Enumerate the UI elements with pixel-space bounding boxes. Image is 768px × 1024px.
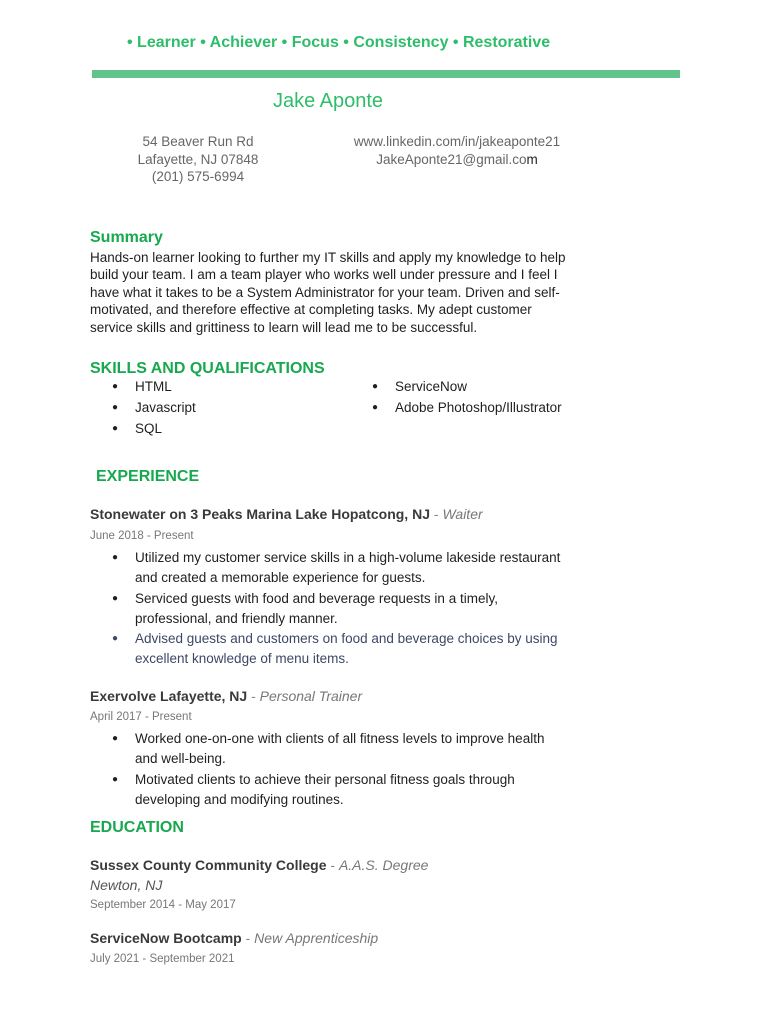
skill-item: ● SQL [90,419,196,440]
summary-heading: Summary [90,229,163,246]
job-company: Stonewater on 3 Peaks Marina Lake Hopatcong, NJ [90,506,430,522]
job-title: Waiter [442,506,483,522]
contact-address-block [108,133,288,186]
school-heading [90,857,428,873]
strengths-tagline: • Learner • Achiever • Focus • Consistency • Restorative [127,34,551,51]
job-separator: - [430,506,443,522]
skill-item: ● Javascript [90,398,196,419]
job-bullet: ● Motivated clients to achieve their personal fitness goals through developing and modifying routines. [90,770,570,810]
job-bullet: ● Worked one-on-one with clients of all fitness levels to improve health and well-being. [90,729,570,769]
job-bullet: ● Advised guests and customers on food and beverage choices by using excellent knowledge of menu items. [90,629,570,669]
school-separator: - [326,857,339,873]
experience-heading: EXPERIENCE [96,468,200,485]
email-link[interactable] [332,151,582,169]
school-heading [90,930,378,946]
job-separator: - [247,688,260,704]
school-name: ServiceNow Bootcamp [90,930,242,946]
job-heading [90,506,483,522]
school-location: Newton, NJ [90,877,163,893]
address-line-1: 54 Beaver Run Rd [142,134,254,149]
degree-title: New Apprenticeship [254,930,379,946]
job-bullet: ● Utilized my customer service skills in a high-volume lakeside restaurant and created a memorable experience for guests. [90,548,570,588]
school-name: Sussex County Community College [90,857,327,873]
school-separator: - [241,930,255,946]
skill-item: ● HTML [90,377,196,398]
email-text-tail: m [526,151,538,167]
job-bullets [90,729,570,810]
school-dates: July 2021 - September 2021 [90,953,235,965]
summary-text: Hands-on learner looking to further my IT skills and apply my knowledge to help build your team. I am a team player who works well under pressure and I feel I have what it takes to be a System Administrator for your team. Driven and self-motivated, and therefore effective at completing tasks. My adept customer service skills and grittiness to learn will lead me to be successful. [90,250,566,335]
job-bullet: ● Serviced guests with food and beverage requests in a timely, professional, and friendly manner. [90,589,570,629]
job-title: Personal Trainer [259,688,363,704]
skill-item: ● ServiceNow [350,377,562,398]
header-rule [92,70,680,78]
job-heading [90,688,362,704]
skills-list-right [350,377,562,419]
school-dates: September 2014 - May 2017 [90,899,236,911]
contact-online-block [332,133,582,168]
degree-title: A.A.S. Degree [338,857,429,873]
email-text: JakeAponte21@gmail.co [376,151,527,167]
address-line-2: Lafayette, NJ 07848 [137,151,259,167]
phone-number: (201) 575-6994 [151,169,245,184]
skills-list-left [90,377,196,439]
job-dates: April 2017 - Present [90,711,192,723]
job-company: Exervolve Lafayette, NJ [90,688,248,704]
linkedin-link[interactable]: www.linkedin.com/in/jakeaponte21 [353,134,561,149]
skills-heading: SKILLS AND QUALIFICATIONS [90,360,325,377]
skill-item: ● Adobe Photoshop/Illustrator [350,398,562,419]
job-bullets [90,548,570,670]
candidate-name: Jake Aponte [272,90,384,112]
education-heading: EDUCATION [90,819,184,836]
job-dates: June 2018 - Present [90,530,194,542]
